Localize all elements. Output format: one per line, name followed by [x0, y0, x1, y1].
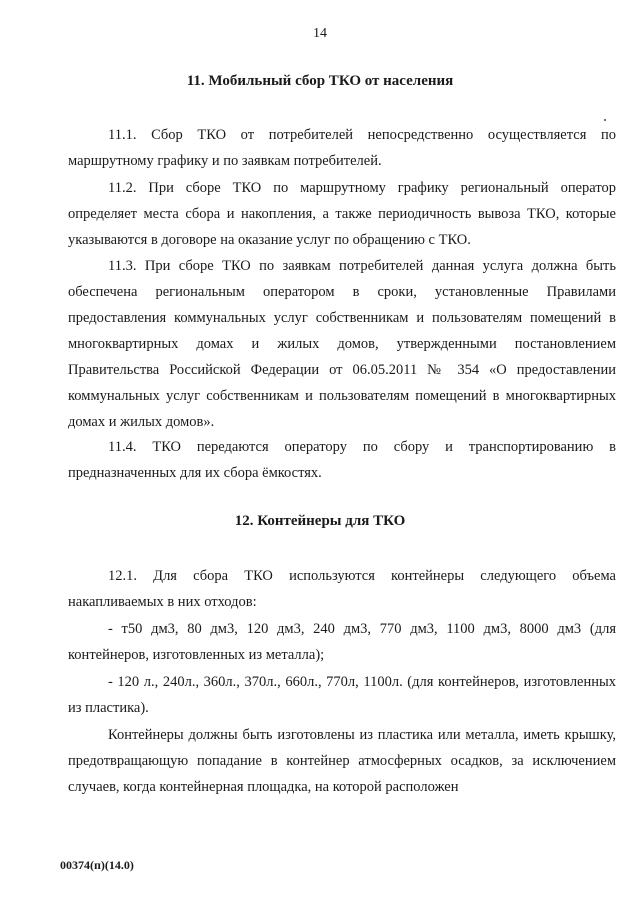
paragraph-11-1: 11.1. Сбор ТКО от потребителей непосредственно осуществляется по маршрутному графику и по заявкам потребителей. [68, 127, 616, 169]
page-number: 14 [313, 26, 327, 41]
paragraph-11-2: 11.2. При сборе ТКО по маршрутному графику региональный оператор определяет места сбора и накопления, а также периодичность вывоза ТКО, которые указываются в договоре на оказание услуг по обращению с ТКО. [68, 180, 616, 248]
section-11-title: 11. Мобильный сбор ТКО от населения [186, 73, 454, 89]
container-volumes-metal: - т50 дм3, 80 дм3, 120 дм3, 240 дм3, 770 дм3, 1100 дм3, 8000 дм3 (для контейнеров, изготовленных из металла); [68, 621, 616, 663]
paragraph-container-requirements: Контейнеры должны быть изготовлены из пластика или металла, иметь крышку, предотвращающую попадание в контейнер атмосферных осадков, за исключением случаев, когда контейнерная площадка, на которой расположен [68, 727, 616, 795]
scan-speck [604, 119, 606, 121]
container-volumes-plastic: - 120 л., 240л., 360л., 370л., 660л., 770л, 1100л. (для контейнеров, изготовленных из пластика). [68, 674, 616, 716]
footer-document-code: 00374(п)(14.0) [60, 858, 134, 872]
paragraph-11-3: 11.3. При сборе ТКО по заявкам потребителей данная услуга должна быть обеспечена региональным оператором в сроки, установленные Правилами предоставления коммунальных услуг собственникам и пользователям помещений в многоквартирных домах и жилых домов, утвержденными постановлением Правительства Российской Федерации от 06.05.2011 № 354 «О предоставлении коммунальных услуг собственникам и пользователям помещений в многоквартирных домах и жилых домов». [68, 258, 616, 430]
section-12-title: 12. Контейнеры для ТКО [234, 513, 406, 529]
paragraph-12-1: 12.1. Для сбора ТКО используются контейнеры следующего объема накапливаемых в них отходов: [68, 568, 616, 610]
paragraph-11-4: 11.4. ТКО передаются оператору по сбору и транспортированию в предназначенных для их сбора ёмкостях. [68, 439, 616, 481]
